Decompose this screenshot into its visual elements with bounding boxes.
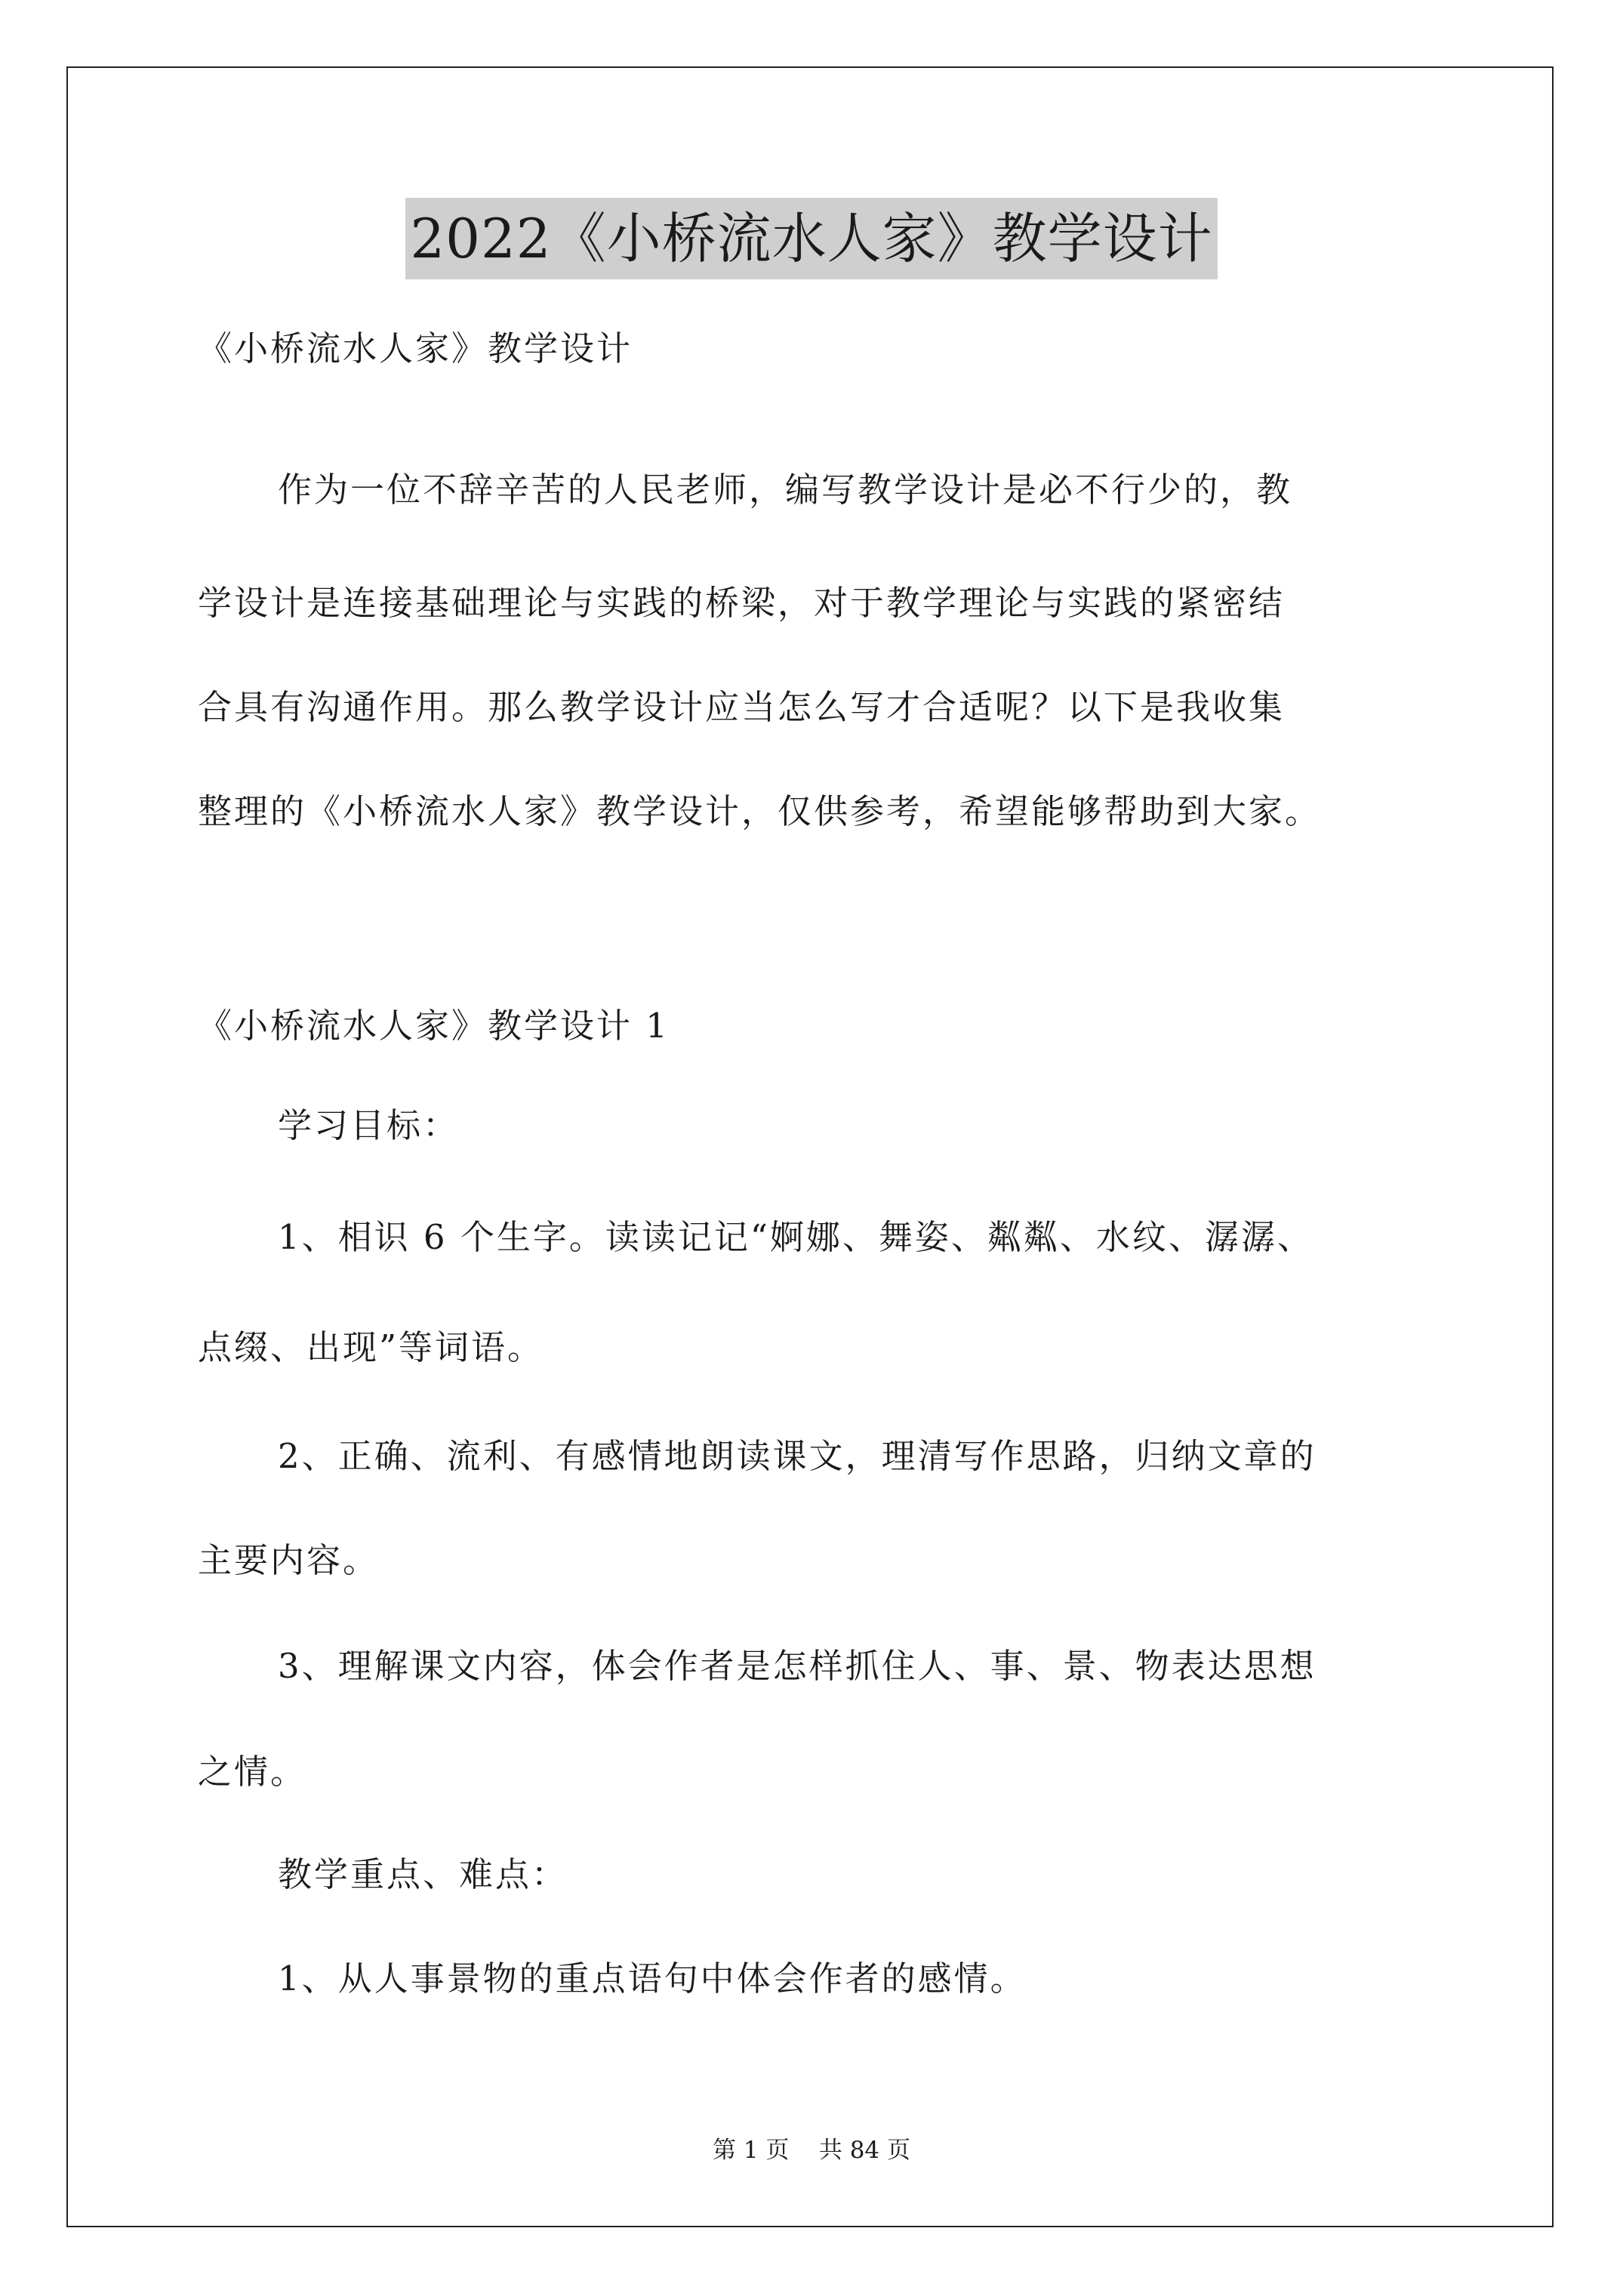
page-border [66,66,1554,2227]
total-pages: 共 84 页 [818,2137,910,2164]
title-container [0,198,1623,279]
document-title: 2022《小桥流水人家》教学设计 [405,198,1217,279]
objectives-label: 学习目标： [278,1105,460,1145]
objective-2-line-2: 主要内容。 [198,1540,380,1580]
objective-2-line-1: 2、正确、流利、有感情地朗读课文，理清写作思路，归纳文章的 [278,1436,1317,1476]
page-number: 第 1 页 [712,2137,790,2164]
objective-3-line-2: 之情。 [198,1752,307,1792]
objective-1-line-1: 1、相识 6 个生字。读读记记“婀娜、舞姿、粼粼、水纹、潺潺、 [278,1217,1313,1257]
intro-line-3: 合具有沟通作用。那么教学设计应当怎么写才合适呢？以下是我收集 [198,687,1286,727]
key-point-1: 1、从人事景物的重点语句中体会作者的感情。 [278,1959,1027,1999]
page-footer [0,2135,1623,2165]
intro-line-1: 作为一位不辞辛苦的人民老师，编写教学设计是必不行少的，教 [278,470,1293,510]
intro-line-4: 整理的《小桥流水人家》教学设计，仅供参考，希望能够帮助到大家。 [198,791,1322,831]
objective-3-line-1: 3、理解课文内容，体会作者是怎样抓住人、事、景、物表达思想 [278,1646,1317,1686]
key-points-label: 教学重点、难点： [278,1854,568,1894]
objective-1-line-2: 点缀、出现”等词语。 [198,1327,544,1367]
section-heading: 《小桥流水人家》教学设计 1 [198,1006,670,1046]
intro-line-2: 学设计是连接基础理论与实践的桥梁，对于教学理论与实践的紧密结 [198,583,1286,623]
subtitle: 《小桥流水人家》教学设计 [198,328,633,368]
